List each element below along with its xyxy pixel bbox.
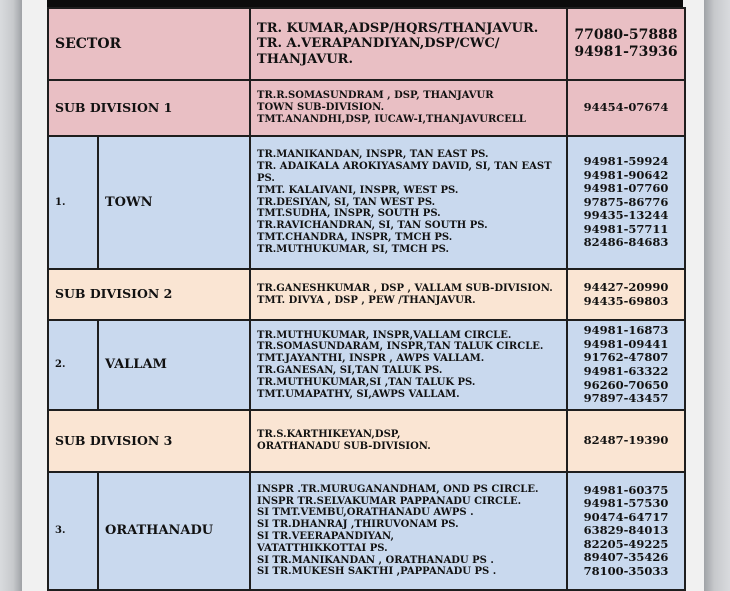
phone-number: 94981-60375 bbox=[583, 482, 669, 497]
area-row bbox=[48, 320, 685, 410]
area-row bbox=[48, 136, 685, 269]
subdivision-officers bbox=[250, 410, 567, 472]
phone-number: 97875-86776 bbox=[583, 194, 669, 209]
subdivision-row bbox=[48, 269, 685, 320]
officer-line: TMT.SUDHA, INSPR, SOUTH PS. bbox=[257, 208, 441, 220]
officer-line: INSPR TR.SELVAKUMAR PAPPANADU CIRCLE. bbox=[257, 495, 522, 507]
officer-line: TR.R.SOMASUNDRAM , DSP, THANJAVUR bbox=[257, 90, 494, 102]
phone-number: 96260-70650 bbox=[583, 377, 669, 392]
sector-phones bbox=[567, 8, 685, 80]
phone-number: 94981-57530 bbox=[583, 496, 669, 511]
phone-number: 82205-49225 bbox=[583, 536, 669, 551]
officer-line: TR.GANESAN, SI,TAN TALUK PS. bbox=[257, 365, 443, 376]
officer-line: INSPR .TR.MURUGANANDHAM, OND PS CIRCLE. bbox=[257, 483, 539, 495]
subdivision-label: SUB DIVISION 1 bbox=[48, 80, 250, 136]
phone-number: 94427-20990 bbox=[583, 279, 669, 294]
phone-number: 90474-64717 bbox=[583, 509, 669, 524]
officer-line: SI TR.MUKESH SAKTHI ,PAPPANADU PS . bbox=[257, 566, 497, 578]
phone-number: 94981-73936 bbox=[574, 44, 678, 60]
phone-number: 94981-57711 bbox=[583, 221, 669, 236]
officer-line: TR.SOMASUNDARAM, INSPR,TAN TALUK CIRCLE. bbox=[257, 341, 544, 353]
sector-label: SECTOR bbox=[48, 8, 250, 80]
area-index: 1. bbox=[48, 136, 98, 269]
subdivision-row bbox=[48, 80, 685, 136]
officer-line: SI TR.MANIKANDAN , ORATHANADU PS . bbox=[257, 554, 494, 566]
officer-line: TR.DESIYAN, SI, TAN WEST PS. bbox=[257, 196, 436, 208]
area-row bbox=[48, 472, 685, 590]
officer-line: TR. KUMAR,ADSP/HQRS/THANJAVUR. bbox=[257, 21, 539, 36]
officer-line: THANJAVUR. bbox=[257, 51, 353, 67]
area-name: VALLAM bbox=[98, 320, 250, 410]
officer-line: TMT.ANANDHI,DSP, IUCAW-I,THANJAVURCELL bbox=[257, 113, 526, 125]
subdivision-officers bbox=[250, 269, 567, 320]
officer-line: TMT. KALAIVANI, INSPR, WEST PS. bbox=[257, 184, 459, 196]
subdivision-label: SUB DIVISION 2 bbox=[48, 269, 250, 320]
phone-number: 63829-84013 bbox=[583, 523, 669, 538]
area-phones bbox=[567, 136, 685, 269]
phone-number: 78100-35033 bbox=[583, 563, 669, 578]
officer-line: TR.MUTHUKUMAR, SI, TMCH PS. bbox=[257, 243, 449, 255]
officer-line: TR.MUTHUKUMAR, INSPR,VALLAM CIRCLE. bbox=[257, 329, 512, 341]
phone-number: 94981-16873 bbox=[583, 323, 669, 338]
phone-number: 89407-35426 bbox=[583, 550, 669, 565]
scan-border-left bbox=[0, 0, 22, 591]
area-index: 3. bbox=[48, 472, 98, 590]
officer-line: TMT.UMAPATHY, SI,AWPS VALLAM. bbox=[257, 388, 460, 400]
phone-number: 94981-59924 bbox=[583, 154, 669, 169]
phone-number: 77080-57888 bbox=[574, 27, 678, 44]
sector-row bbox=[48, 8, 685, 80]
phone-number: 94435-69803 bbox=[583, 293, 669, 308]
phone-number: 94981-63322 bbox=[583, 364, 669, 378]
subdivision-officers bbox=[250, 80, 567, 136]
officer-line: TR.MUTHUKUMAR,SI ,TAN TALUK PS. bbox=[257, 376, 476, 388]
area-officers bbox=[250, 320, 567, 410]
sector-officers bbox=[250, 8, 567, 80]
officer-line: TR.MANIKANDAN, INSPR, TAN EAST PS. bbox=[257, 149, 489, 161]
phone-number: 97897-43457 bbox=[583, 391, 669, 406]
officer-line: TR. ADAIKALA AROKIYASAMY DAVID, SI, TAN EAST bbox=[257, 161, 552, 173]
officer-line: TR.S.KARTHIKEYAN,DSP, bbox=[257, 429, 401, 441]
subdivision-phone: 82487-19390 bbox=[567, 410, 685, 472]
subdivision-phones bbox=[567, 269, 685, 320]
area-officers bbox=[250, 136, 567, 269]
area-index: 2. bbox=[48, 320, 98, 410]
area-officers bbox=[250, 472, 567, 590]
scan-border-right bbox=[704, 0, 730, 591]
officer-line: SI TR.VEERAPANDIYAN, bbox=[257, 531, 394, 542]
area-name: ORATHANADU bbox=[98, 472, 250, 590]
phone-number: 99435-13244 bbox=[583, 208, 669, 223]
officer-line: PS. bbox=[257, 173, 275, 184]
officer-line: ORATHANADU SUB-DIVISION. bbox=[257, 441, 431, 452]
area-phones bbox=[567, 320, 685, 410]
phone-number: 94981-90642 bbox=[583, 167, 669, 182]
officer-line: TR.RAVICHANDRAN, SI, TAN SOUTH PS. bbox=[257, 220, 488, 232]
officer-line: TOWN SUB-DIVISION. bbox=[257, 102, 385, 114]
officer-line: TR.GANESHKUMAR , DSP , VALLAM SUB-DIVISION. bbox=[257, 282, 553, 294]
phone-number: 94981-07760 bbox=[583, 181, 669, 196]
area-phones bbox=[567, 472, 685, 590]
phone-number: 94981-09441 bbox=[583, 336, 669, 351]
officer-line: TMT. DIVYA , DSP , PEW /THANJAVUR. bbox=[257, 294, 476, 306]
phone-number: 91762-47807 bbox=[583, 350, 669, 365]
officer-line: SI TMT.VEMBU,ORATHANADU AWPS . bbox=[257, 507, 474, 519]
area-name: TOWN bbox=[98, 136, 250, 269]
contact-table bbox=[47, 7, 686, 591]
subdivision-row bbox=[48, 410, 685, 472]
subdivision-phone: 94454-07674 bbox=[567, 80, 685, 136]
phone-number: 82486-84683 bbox=[583, 235, 669, 250]
subdivision-label: SUB DIVISION 3 bbox=[48, 410, 250, 472]
officer-line: SI TR.DHANRAJ ,THIRUVONAM PS. bbox=[257, 519, 459, 531]
officer-line: TMT.CHANDRA, INSPR, TMCH PS. bbox=[257, 231, 453, 243]
officer-line: VATATTHIKKOTTAI PS. bbox=[257, 542, 388, 554]
officer-line: TR. A.VERAPANDIYAN,DSP/CWC/ bbox=[257, 36, 500, 52]
officer-line: TMT.JAYANTHI, INSPR , AWPS VALLAM. bbox=[257, 353, 485, 365]
